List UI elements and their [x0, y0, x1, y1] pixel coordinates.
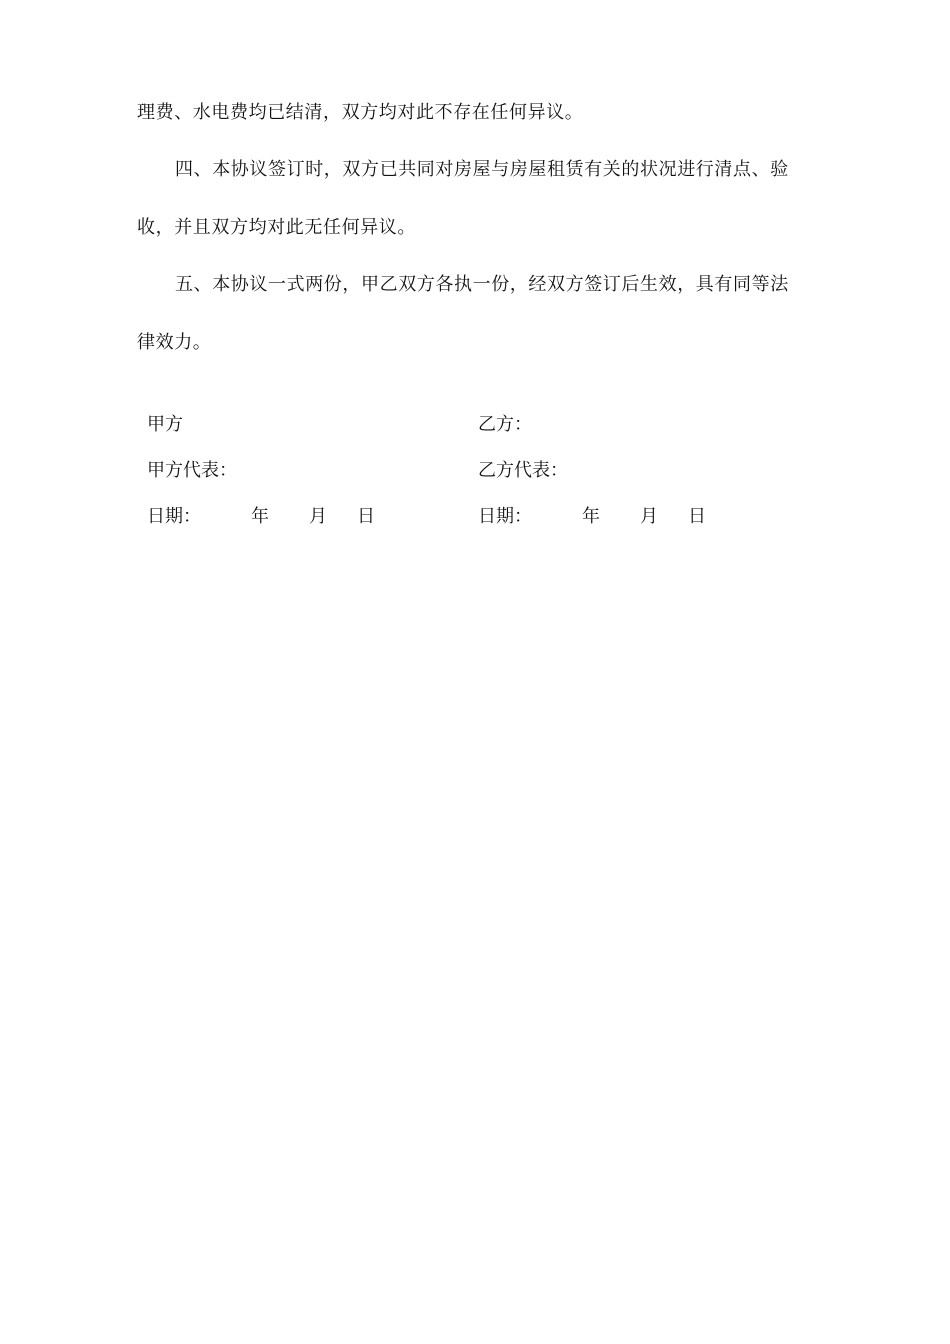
paragraph-clause-four	[137, 141, 817, 257]
year-label: 年	[582, 506, 600, 527]
party-a-date	[147, 500, 375, 534]
year-label: 年	[251, 506, 269, 527]
paragraph-line: 收，并且双方均对此无任何异议。	[137, 217, 416, 238]
month-label: 月	[640, 506, 658, 527]
signature-block	[147, 408, 787, 546]
signature-row-date	[147, 500, 787, 546]
party-b-rep-label: 乙方代表：	[478, 460, 568, 481]
signature-row-representative	[147, 454, 787, 500]
paragraph-clause-five	[137, 256, 817, 372]
day-label: 日	[357, 506, 375, 527]
signature-row-party	[147, 408, 787, 454]
day-label: 日	[688, 506, 706, 527]
date-label: 日期：	[478, 506, 532, 527]
paragraph-line: 四、本协议签订时，双方已共同对房屋与房屋租赁有关的状况进行清点、验	[175, 159, 789, 180]
paragraph-line: 理费、水电费均已结清，双方均对此不存在任何异议。	[137, 102, 584, 123]
paragraph-fees-settled	[137, 84, 817, 142]
paragraph-line: 律效力。	[137, 332, 212, 353]
party-b-label: 乙方：	[478, 414, 532, 435]
paragraph-line: 五、本协议一式两份，甲乙双方各执一份，经双方签订后生效，具有同等法	[175, 274, 789, 295]
month-label: 月	[309, 506, 327, 527]
party-b-date	[478, 500, 706, 534]
date-label: 日期：	[147, 506, 201, 527]
party-a-label: 甲方	[147, 414, 183, 435]
party-a-rep-label: 甲方代表：	[147, 460, 237, 481]
